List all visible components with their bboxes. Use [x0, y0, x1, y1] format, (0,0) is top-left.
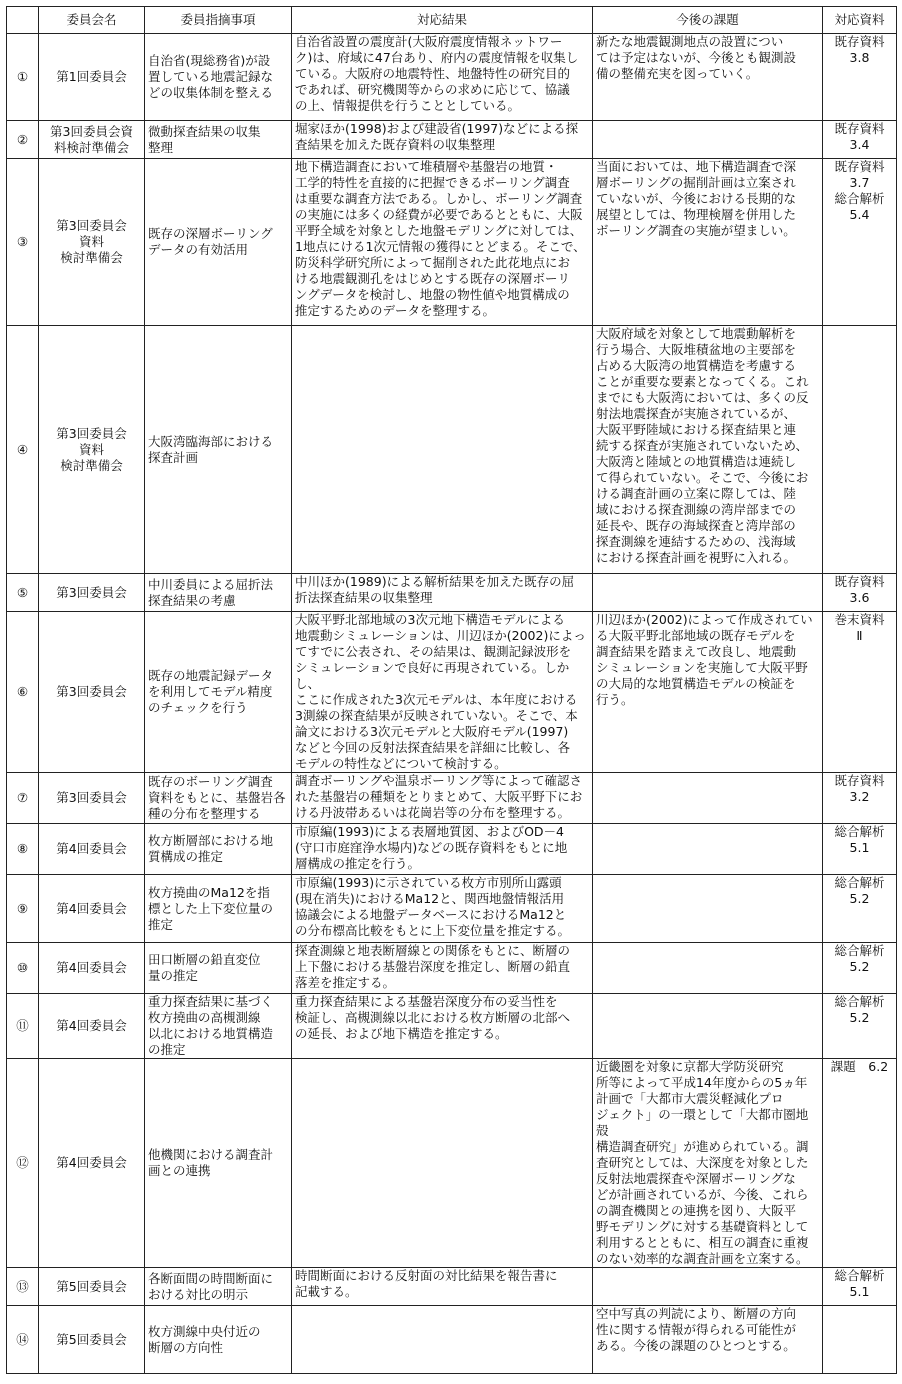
- future-issue-cell-line: て得られていない。そこで、今後にお: [596, 470, 809, 485]
- result-cell-line: 探査測線と地表断層線との関係をもとに、断層の: [295, 943, 571, 958]
- row-number: ①: [7, 34, 39, 121]
- result-cell: [292, 1306, 593, 1374]
- indication-cell-line: 画との連携: [148, 1163, 211, 1178]
- reference-cell-line: 巻末資料: [834, 612, 885, 627]
- future-issue-cell: [593, 574, 823, 612]
- result-cell-line: 記載する。: [295, 1284, 358, 1299]
- header-reference: 対応資料: [823, 7, 897, 34]
- indication-cell-line: 重力探査結果に基づく: [148, 994, 274, 1009]
- indication-cell-line: 整理: [148, 139, 174, 155]
- future-issue-cell-line: 当面においては、地下構造調査で深: [596, 159, 797, 174]
- future-issue-cell: [593, 875, 823, 943]
- indication-cell: [145, 1306, 292, 1374]
- future-issue-cell-line: 探査測線を連結するための、浅海域: [596, 534, 796, 549]
- result-cell: [292, 121, 593, 159]
- reference-cell-line: 既存資料: [834, 34, 885, 49]
- committee-name-cell-line: 第3回委員会: [56, 425, 127, 441]
- indication-cell: [145, 824, 292, 875]
- result-cell-line: 3測線の探査結果が反映されていない。そこで、本: [295, 708, 578, 723]
- future-issue-cell: [593, 773, 823, 824]
- indication-cell-line: の推定: [148, 1042, 186, 1057]
- future-issue-cell-line: 調査結果を踏まえて改良し、地震動: [596, 644, 797, 659]
- row-number: ⑧: [7, 824, 39, 875]
- reference-cell-line: 3.4: [849, 137, 870, 152]
- reference-cell-line: 既存資料: [834, 159, 885, 174]
- result-cell-line: (現在消失)におけるMa12と、関西地盤情報活用: [295, 891, 565, 906]
- reference-cell-line: 総合解析: [834, 943, 885, 958]
- reference-cell-line: 3.8: [849, 50, 870, 65]
- row-number: ⑪: [7, 994, 39, 1059]
- table-row: [7, 773, 897, 824]
- result-cell-line: ク)は、府域に47台あり、府内の震度情報を収集し: [295, 50, 579, 65]
- indication-cell-line: 他機関における調査計: [148, 1147, 274, 1162]
- reference-cell-line: 3.2: [849, 789, 870, 804]
- future-issue-cell: [593, 326, 823, 574]
- reference-cell: [823, 612, 897, 773]
- committee-name-cell-line: 第4回委員会: [56, 1155, 127, 1170]
- future-issue-cell-line: 行う。: [596, 692, 634, 707]
- committee-name-cell-line: 第1回委員会: [56, 69, 127, 84]
- result-cell-line: てすでに公表され、その結果は、観測記録波形を: [295, 644, 572, 659]
- committee-name-cell: [39, 121, 145, 159]
- indication-cell: [145, 612, 292, 773]
- result-cell: [292, 994, 593, 1059]
- row-number: ⑦: [7, 773, 39, 824]
- table-row: [7, 326, 897, 574]
- row-number: ⑫: [7, 1059, 39, 1268]
- future-issue-cell-line: 延長や、既存の海域探査と湾岸部の: [596, 518, 796, 533]
- future-issue-cell: [593, 824, 823, 875]
- indication-cell-line: おける対比の明示: [148, 1286, 249, 1302]
- future-issue-cell-line: の大局的な地質構造モデルの検証を: [596, 676, 796, 691]
- reference-cell-line: 総合解析: [834, 1268, 885, 1283]
- indication-cell-line: 資料をもとに、基盤岩各: [148, 790, 286, 805]
- indication-cell: [145, 1268, 292, 1306]
- indication-cell-line: 種の分布を整理する: [148, 806, 261, 821]
- indication-cell-line: 既存の深層ボーリング: [148, 226, 273, 241]
- indication-cell: [145, 574, 292, 612]
- reference-cell-line: 総合解析: [834, 875, 885, 890]
- committee-name-cell: [39, 159, 145, 326]
- future-issue-cell-line: までにも大阪湾においては、多くの反: [596, 390, 809, 405]
- table-row: [7, 994, 897, 1059]
- reference-cell: [823, 773, 897, 824]
- future-issue-cell-line: 近畿圏を対象に京都大学防災研究: [596, 1059, 784, 1074]
- future-issue-cell-line: 査研究としては、大深度を対象とした: [596, 1155, 809, 1170]
- indication-cell: [145, 34, 292, 121]
- committee-name-cell-line: 第3回委員会資: [50, 123, 133, 139]
- row-number: ⑥: [7, 612, 39, 773]
- indication-cell-line: 以北における地質構造: [148, 1026, 274, 1041]
- committee-name-cell-line: 第3回委員会: [56, 584, 127, 600]
- reference-cell-line: 3.6: [849, 590, 870, 605]
- row-number: ⑭: [7, 1306, 39, 1374]
- committee-name-cell: [39, 1268, 145, 1306]
- committee-name-cell: [39, 1306, 145, 1374]
- result-cell-line: 大阪平野北部地域の3次元地下構造モデルによる: [295, 612, 565, 627]
- result-cell-line: 協議会による地盤データベースにおけるMa12と: [295, 907, 567, 922]
- indication-cell: [145, 326, 292, 574]
- result-cell-line: の延長、および地下構造を推定する。: [295, 1026, 508, 1041]
- reference-cell-line: 総合解析: [834, 191, 885, 206]
- indication-cell: [145, 994, 292, 1059]
- result-cell-line: 堀家ほか(1998)および建設省(1997)などによる探: [295, 121, 579, 136]
- future-issue-cell-line: 野モデリングに対する基礎資料として: [596, 1219, 809, 1234]
- indication-cell-line: 量の推定: [148, 968, 199, 983]
- result-cell: [292, 326, 593, 574]
- reference-cell-line: 5.4: [849, 207, 870, 222]
- result-cell: [292, 612, 593, 773]
- committee-name-cell: [39, 994, 145, 1059]
- future-issue-cell-line: 占める大阪湾の地質構造を考慮する: [596, 358, 797, 373]
- table-row: [7, 875, 897, 943]
- future-issue-cell-line: 計画で「大都市大震災軽減化プロ: [596, 1091, 784, 1106]
- future-issue-cell-line: 行う場合、大阪堆積盆地の主要部を: [596, 342, 797, 357]
- indication-cell-line: 枚方撓曲の高槻測線: [148, 1010, 261, 1025]
- future-issue-cell: [593, 1306, 823, 1374]
- result-cell-line: などと今回の反射法探査結果を詳細に比較し、各: [295, 740, 571, 755]
- result-cell-line: 層構成の推定を行う。: [295, 856, 421, 871]
- result-cell-line: 1地点にける1次元情報の獲得にとどまる。そこで、: [295, 239, 586, 254]
- indication-cell: [145, 1059, 292, 1268]
- result-cell-line: 地下構造調査において堆積層や基盤岩の地質・: [295, 159, 558, 174]
- result-cell-line: 工学的特性を直接的に把握できるボーリング調査: [295, 175, 570, 190]
- result-cell-line: であれば、研究機関等からの求めに応じて、協議: [295, 82, 570, 97]
- header-result: 対応結果: [292, 7, 593, 34]
- future-issue-cell-line: シミュレーションを実施して大阪平野: [596, 660, 808, 675]
- future-issue-cell: [593, 994, 823, 1059]
- row-number: ②: [7, 121, 39, 159]
- result-cell-line: 平野全域を対象とした地盤モデリングに対しては、: [295, 223, 583, 238]
- committee-name-cell-line: 第3回委員会: [56, 790, 127, 805]
- header-committee: 委員会名: [39, 7, 145, 34]
- future-issue-cell-line: ける調査計画の立案に際しては、陸: [596, 486, 797, 501]
- reference-cell: [823, 875, 897, 943]
- reference-cell-line: 総合解析: [834, 994, 885, 1009]
- future-issue-cell-line: 新たな地震観測地点の設置につい: [596, 34, 784, 49]
- header-no: [7, 7, 39, 34]
- result-cell-line: 防災科学研究所によって掘削された此花地点にお: [295, 255, 571, 270]
- result-cell-line: 中川ほか(1989)による解析結果を加えた既存の屈: [295, 574, 575, 589]
- result-cell-line: れた基盤岩の種類をとりまとめて、大阪平野下にお: [295, 789, 583, 804]
- future-issue-cell-line: のない効率的な調査計画を立案する。: [596, 1251, 809, 1266]
- row-number: ⑨: [7, 875, 39, 943]
- future-issue-cell-line: 域における探査測線の湾岸部までの: [596, 502, 797, 517]
- result-cell-line: 市原編(1993)に示されている枚方市別所山露頭: [295, 875, 562, 890]
- indication-cell-line: 探査計画: [148, 449, 199, 465]
- reference-cell: [823, 1268, 897, 1306]
- future-issue-cell-line: ことが重要な要素となってくる。これ: [596, 374, 809, 389]
- indication-cell-line: 標とした上下変位量の: [148, 900, 274, 916]
- future-issue-cell-line: 所等によって平成14年度からの5ヵ年: [596, 1075, 808, 1090]
- result-cell-line: 調査ボーリングや温泉ボーリング等によって確認さ: [295, 773, 583, 788]
- committee-name-cell-line: 料検討準備会: [53, 139, 129, 155]
- result-cell-line: 査結果を加えた既存資料の収集整理: [295, 137, 496, 152]
- future-issue-cell: [593, 612, 823, 773]
- result-cell-line: の実施には多くの経費が必要であるとともに、大阪: [295, 207, 583, 222]
- row-number: ③: [7, 159, 39, 326]
- indication-cell-line: 自治省(現総務省)が設: [148, 53, 271, 68]
- reference-cell: [823, 121, 897, 159]
- future-issue-cell-line: 反射法地震探査や深層ボーリングな: [596, 1171, 796, 1186]
- result-cell-line: 市原編(1993)による表層地質図、およびOD－4: [295, 824, 564, 839]
- future-issue-cell-line: 川辺ほか(2002)によって作成されてい: [596, 612, 813, 627]
- committee-name-cell-line: 第5回委員会: [56, 1278, 127, 1294]
- reference-cell: [823, 326, 897, 574]
- indication-cell-line: 中川委員による屈折法: [148, 576, 274, 592]
- future-issue-cell: [593, 943, 823, 994]
- indication-cell-line: 枚方撓曲のMa12を指: [148, 884, 270, 900]
- table-row: [7, 574, 897, 612]
- future-issue-cell-line: における探査計画を視野に入れる。: [596, 550, 797, 565]
- result-cell-line: の分布標高比較をもとに上下変位量を推定する。: [295, 923, 571, 938]
- row-number: ⑩: [7, 943, 39, 994]
- future-issue-cell-line: どが計画されているが、今後、これら: [596, 1187, 809, 1202]
- indication-cell-line: 断層の方向性: [148, 1339, 224, 1355]
- indication-cell: [145, 943, 292, 994]
- result-cell-line: 落差を推定する。: [295, 975, 396, 990]
- future-issue-cell-line: 利用するとともに、相互の調査に重複: [596, 1235, 809, 1250]
- reference-cell: [823, 34, 897, 121]
- committee-name-cell-line: 第4回委員会: [56, 1018, 127, 1033]
- result-cell-line: モデルの特性などについて検討する。: [295, 756, 507, 771]
- result-cell-line: 折法探査結果の収集整理: [295, 590, 433, 605]
- indication-cell-line: 推定: [148, 916, 174, 932]
- reference-cell: [823, 159, 897, 326]
- reference-cell-line: 5.1: [849, 1284, 870, 1299]
- future-issue-cell: [593, 121, 823, 159]
- committee-name-cell-line: 第3回委員会: [56, 684, 127, 699]
- reference-cell-line: 5.2: [849, 891, 870, 906]
- committee-name-cell-line: 資料: [78, 441, 104, 457]
- committee-name-cell: [39, 875, 145, 943]
- result-cell: [292, 34, 593, 121]
- table-row: [7, 121, 897, 159]
- indication-cell-line: 探査結果の考慮: [148, 592, 236, 608]
- reference-cell-line: 既存資料: [834, 121, 885, 136]
- result-cell: [292, 943, 593, 994]
- table-row: [7, 943, 897, 994]
- indication-cell-line: 微動探査結果の収集: [148, 123, 261, 139]
- reference-cell: [823, 1059, 897, 1268]
- result-cell: [292, 1059, 593, 1268]
- table-row: [7, 1268, 897, 1306]
- result-cell-line: 推定するためのデータを整理する。: [295, 303, 496, 318]
- result-cell: [292, 773, 593, 824]
- indication-cell-line: 既存のボーリング調査: [148, 774, 273, 789]
- committee-name-cell: [39, 326, 145, 574]
- indication-cell-line: データの有効活用: [148, 242, 249, 257]
- future-issue-cell-line: 大阪湾と陸域との地質構造は連続し: [596, 454, 797, 469]
- table-row: [7, 34, 897, 121]
- future-issue-cell-line: 層ボーリングの掘削計画は立案され: [596, 175, 796, 190]
- future-issue-cell-line: ていないが、今後における長期的な: [596, 191, 797, 206]
- row-number: ⑤: [7, 574, 39, 612]
- indication-cell: [145, 773, 292, 824]
- result-cell-line: 重力探査結果による基盤岩深度分布の妥当性を: [295, 994, 558, 1009]
- committee-name-cell: [39, 943, 145, 994]
- future-issue-cell: [593, 1059, 823, 1268]
- committee-response-table: [6, 6, 897, 1374]
- indication-cell-line: 各断面間の時間断面に: [148, 1270, 274, 1286]
- indication-cell-line: 田口断層の鉛直変位: [148, 952, 261, 967]
- result-cell-line: 検証し、高槻測線以北における枚方断層の北部へ: [295, 1010, 571, 1025]
- indication-cell-line: どの収集体制を整える: [148, 85, 274, 100]
- future-issue-cell-line: 空中写真の判読により、断層の方向: [596, 1306, 797, 1321]
- indication-cell-line: のチェックを行う: [148, 700, 248, 715]
- reference-cell-line: 課題 6.2: [830, 1059, 889, 1074]
- result-cell: [292, 159, 593, 326]
- header-issue: 今後の課題: [593, 7, 823, 34]
- reference-cell: [823, 994, 897, 1059]
- indication-cell-line: 大阪湾臨海部における: [148, 433, 274, 449]
- indication-cell-line: を利用してモデル精度: [148, 684, 273, 699]
- future-issue-cell-line: ジェクト」の一環として「大都市圏地殻: [596, 1107, 809, 1138]
- future-issue-cell-line: ては予定はないが、今後とも観測設: [596, 50, 797, 65]
- result-cell-line: 上下盤における基盤岩深度を推定し、断層の鉛直: [295, 959, 571, 974]
- reference-cell-line: 3.7: [849, 175, 870, 190]
- result-cell: [292, 875, 593, 943]
- future-issue-cell-line: ある。今後の課題のひとつとする。: [596, 1338, 796, 1353]
- row-number: ⑬: [7, 1268, 39, 1306]
- future-issue-cell: [593, 159, 823, 326]
- committee-name-cell-line: 検討準備会: [60, 250, 123, 265]
- header-indication: 委員指摘事項: [145, 7, 292, 34]
- indication-cell-line: 枚方測線中央付近の: [148, 1323, 261, 1339]
- future-issue-cell-line: る大阪平野北部地域の既存モデルを: [596, 628, 796, 643]
- future-issue-cell-line: 射法地震探査が実施されているが、: [596, 406, 797, 421]
- indication-cell-line: 質構成の推定: [148, 849, 224, 864]
- future-issue-cell-line: の調査機関との連携を図り、大阪平: [596, 1203, 797, 1218]
- result-cell: [292, 824, 593, 875]
- committee-name-cell-line: 第5回委員会: [56, 1331, 127, 1347]
- committee-name-cell: [39, 34, 145, 121]
- result-cell-line: ける地震観測孔をはじめとする既存の深層ボーリ: [295, 271, 571, 286]
- committee-name-cell: [39, 773, 145, 824]
- table-body: [7, 34, 897, 1374]
- future-issue-cell-line: 構造調査研究」が進められている。調: [596, 1139, 809, 1154]
- future-issue-cell-line: 性に関する情報が得られる可能性が: [596, 1322, 797, 1337]
- reference-cell-line: 既存資料: [834, 574, 885, 589]
- result-cell-line: シミュレーションで良好に再現されている。しかし、: [295, 660, 570, 691]
- future-issue-cell-line: 大阪府域を対象として地震動解析を: [596, 326, 797, 341]
- committee-name-cell: [39, 1059, 145, 1268]
- committee-name-cell-line: 第3回委員会: [56, 218, 127, 233]
- reference-cell-line: 5.2: [849, 959, 870, 974]
- result-cell-line: の上、情報提供を行うこととしている。: [295, 98, 521, 113]
- table-row: [7, 612, 897, 773]
- result-cell-line: ここに作成された3次元モデルは、本年度における: [295, 692, 578, 707]
- committee-name-cell-line: 第4回委員会: [56, 900, 127, 916]
- future-issue-cell: [593, 1268, 823, 1306]
- result-cell-line: ている。大阪府の地震特性、地盤特性の研究目的: [295, 66, 571, 81]
- table-row: [7, 824, 897, 875]
- reference-cell: [823, 1306, 897, 1374]
- future-issue-cell-line: ボーリング調査の実施が望ましい。: [596, 223, 796, 238]
- committee-name-cell-line: 第4回委員会: [56, 960, 127, 975]
- result-cell: [292, 574, 593, 612]
- result-cell-line: ける丹波帯あるいは花崗岩等の分布を整理する。: [295, 805, 571, 820]
- reference-cell-line: 5.2: [849, 1010, 870, 1025]
- reference-cell-line: 5.1: [849, 840, 870, 855]
- indication-cell: [145, 875, 292, 943]
- committee-name-cell: [39, 612, 145, 773]
- future-issue-cell-line: 展望としては、物理検層を併用した: [596, 207, 797, 222]
- result-cell-line: 時間断面における反射面の対比結果を報告書に: [295, 1268, 558, 1283]
- table-header-row: [7, 7, 897, 34]
- table-row: [7, 1059, 897, 1268]
- table-row: [7, 159, 897, 326]
- result-cell-line: 自治省設置の震度計(大阪府震度情報ネットワー: [295, 34, 563, 49]
- indication-cell-line: 置している地震記録な: [148, 69, 274, 84]
- table-row: [7, 1306, 897, 1374]
- future-issue-cell: [593, 34, 823, 121]
- indication-cell: [145, 121, 292, 159]
- committee-name-cell: [39, 574, 145, 612]
- indication-cell: [145, 159, 292, 326]
- result-cell-line: 論文における3次元モデルと大阪府モデル(1997): [295, 724, 569, 739]
- future-issue-cell-line: 続する探査が実施されていないため、: [596, 438, 809, 453]
- committee-name-cell: [39, 824, 145, 875]
- committee-name-cell-line: 第4回委員会: [56, 841, 127, 856]
- indication-cell-line: 枚方断層部における地: [148, 833, 274, 848]
- result-cell-line: 地震動シミュレーションは、川辺ほか(2002)によっ: [295, 628, 586, 643]
- result-cell-line: は重要な調査方法である。しかし、ボーリング調査: [295, 191, 583, 206]
- reference-cell: [823, 574, 897, 612]
- future-issue-cell-line: 備の整備充実を図っていく。: [596, 66, 759, 81]
- reference-cell: [823, 824, 897, 875]
- reference-cell-line: 総合解析: [834, 824, 885, 839]
- row-number: ④: [7, 326, 39, 574]
- indication-cell-line: 既存の地震記録データ: [148, 668, 274, 683]
- reference-cell-line: Ⅱ: [856, 628, 863, 643]
- result-cell-line: ングデータを検討し、地盤の物性値や地質構成の: [295, 287, 570, 302]
- committee-name-cell-line: 検討準備会: [60, 457, 123, 473]
- reference-cell-line: 既存資料: [834, 773, 885, 788]
- reference-cell: [823, 943, 897, 994]
- future-issue-cell-line: 大阪平野陸域における探査結果と連: [596, 422, 797, 437]
- result-cell: [292, 1268, 593, 1306]
- committee-name-cell-line: 資料: [78, 234, 104, 249]
- result-cell-line: (守口市庭窪浄水場内)などの既存資料をもとに地: [295, 840, 568, 855]
